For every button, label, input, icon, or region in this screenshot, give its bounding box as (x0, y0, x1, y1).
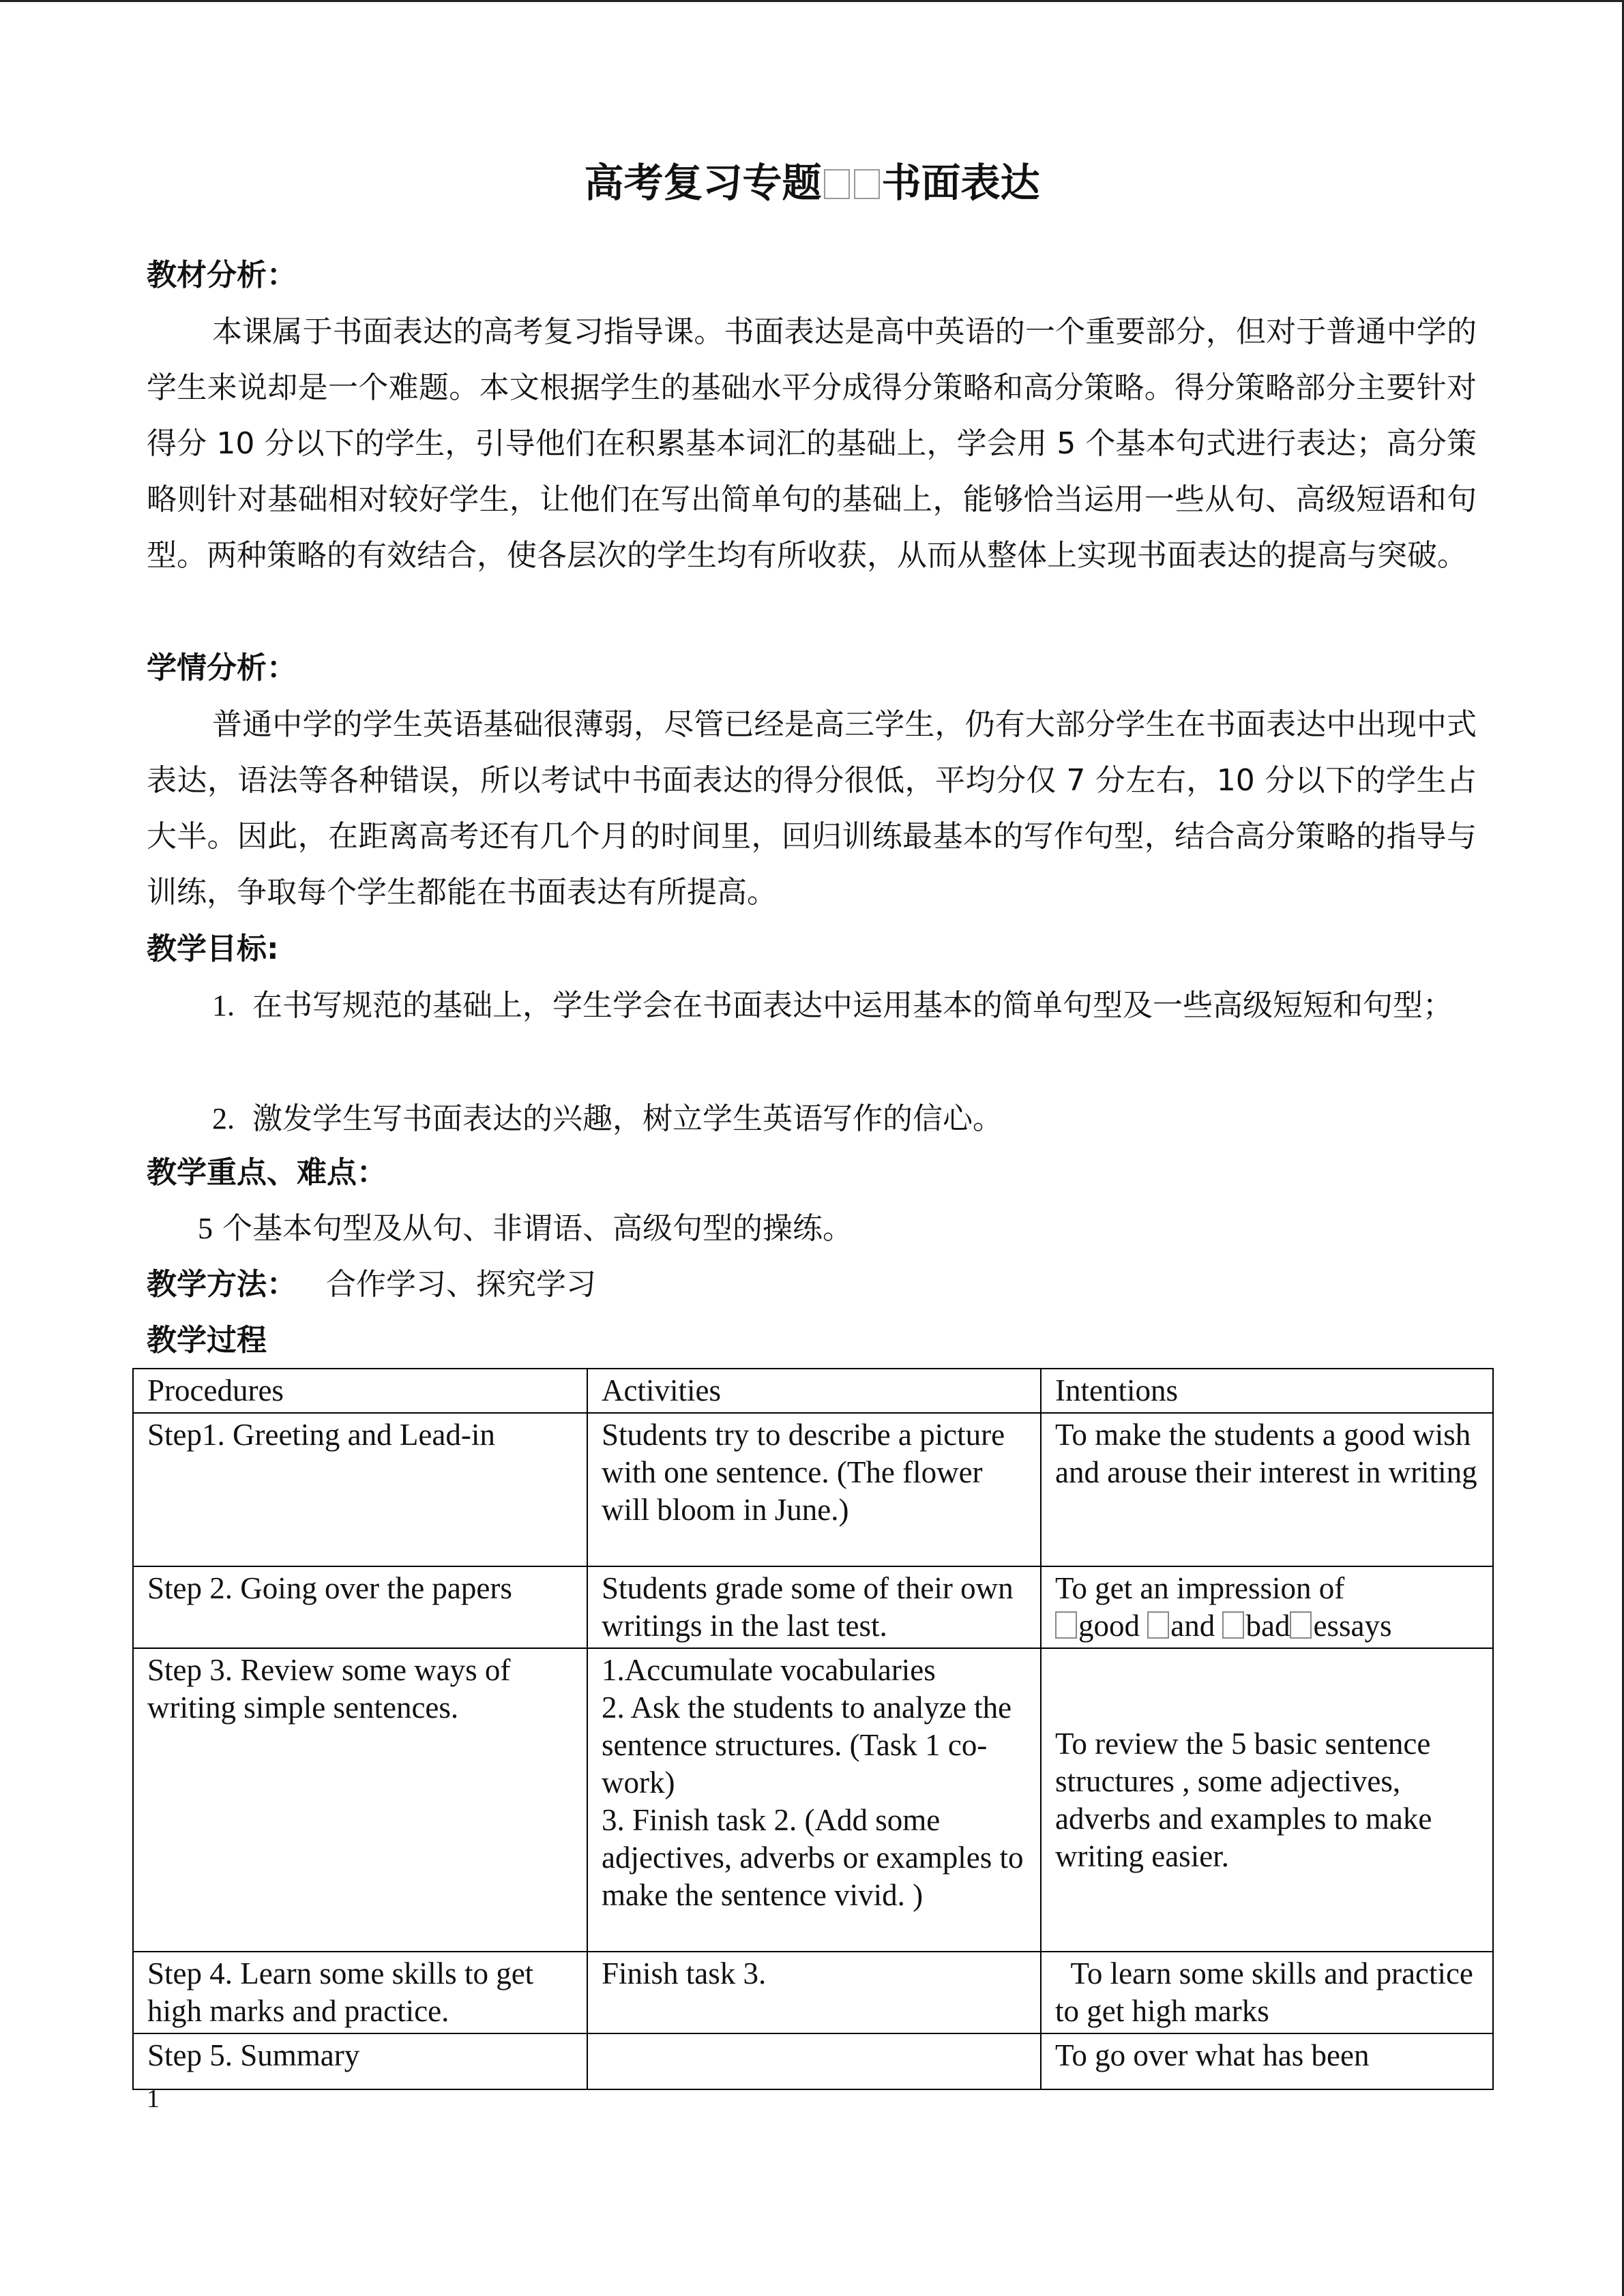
intention-cell: To go over what has been (1041, 2033, 1493, 2089)
missing-glyph-box (824, 169, 850, 199)
intention-cell: To review the 5 basic sentence structures , some adjectives, adverbs and examples to make writing easier. (1041, 1648, 1493, 1952)
focus-text (198, 1208, 853, 1249)
intention-line (1055, 1607, 1480, 1645)
activity-cell (587, 1648, 1041, 1952)
goal-number: 1. (212, 989, 235, 1022)
procedure-cell: Step1. Greeting and Lead-in (133, 1413, 587, 1566)
students-heading: 学情分析： (147, 651, 297, 685)
page-border-top (0, 0, 1624, 2)
focus-body: 个基本句型及从句、非谓语、高级句型的操练。 (222, 1211, 853, 1246)
focus-number: 5 (198, 1212, 213, 1245)
table-row (133, 1566, 1493, 1648)
procedure-cell: Step 5. Summary (133, 2033, 587, 2089)
process-heading: 教学过程 (147, 1323, 267, 1358)
page-number: 1 (147, 2085, 160, 2113)
title-right: 书面表达 (881, 160, 1040, 206)
table-row (133, 1952, 1493, 2033)
word-essays: essays (1313, 1609, 1392, 1643)
goal-text: 在书写规范的基础上，学生学会在书面表达中运用基本的简单句型及一些高级短短和句型； (252, 988, 1453, 1023)
page-title (0, 155, 1624, 210)
activity-cell: Students grade some of their own writings in the last test. (587, 1566, 1041, 1648)
goal-item (147, 1091, 1477, 1147)
header-activities: Activities (587, 1369, 1041, 1413)
word-and: and (1170, 1609, 1215, 1643)
intention-cell: To make the students a good wish and arouse their interest in writing (1041, 1413, 1493, 1566)
procedure-cell: Step 4. Learn some skills to get high marks and practice. (133, 1952, 587, 2033)
goals-heading: 教学目标: (147, 931, 279, 966)
method-text: 合作学习、探究学习 (326, 1267, 596, 1302)
material-paragraph: 本课属于书面表达的高考复习指导课。书面表达是高中英语的一个重要部分，但对于普通中学的学生来说却是一个难题。本文根据学生的基础水平分成得分策略和高分策略。得分策略部分主要针对得分 10 分以下的学生，引导他们在积累基本词汇的基础上，学会用 5 个基本句式进行表达；高分策略则针对基础相对较好学生，让他们在写出简单句的基础上，能够恰当运用一些从句、高级短语和句型。两种策略的有效结合，使各层次的学生均有所收获，从而从整体上实现书面表达的提高与突破。 (147, 314, 1477, 573)
procedure-cell: Step 2. Going over the papers (133, 1566, 587, 1648)
goal-number: 2. (212, 1102, 235, 1135)
missing-glyph-box (1222, 1611, 1244, 1639)
table-header-row (133, 1369, 1493, 1413)
word-bad: bad (1245, 1609, 1290, 1643)
intention-cell (1041, 1566, 1493, 1648)
missing-glyph-box (1147, 1611, 1169, 1639)
header-procedures: Procedures (133, 1369, 587, 1413)
intention-cell: To learn some skills and practice to get high marks (1041, 1952, 1493, 2033)
table-row (133, 2033, 1493, 2089)
table-row (133, 1413, 1493, 1566)
activity-line: 1.Accumulate vocabularies (602, 1653, 936, 1687)
activity-line: 3. Finish task 2. (Add some adjectives, adverbs or examples to make the sentence vivid. ) (602, 1803, 1024, 1912)
header-intentions: Intentions (1041, 1369, 1493, 1413)
missing-glyph-box (854, 169, 880, 199)
activity-cell: Finish task 3. (587, 1952, 1041, 2033)
title-left: 高考复习专题 (584, 160, 822, 206)
intention-line: To get an impression of (1055, 1571, 1345, 1605)
activity-cell: Students try to describe a picture with one sentence. (The flower will bloom in June.) (587, 1413, 1041, 1566)
procedure-table (132, 1368, 1494, 2090)
word-good: good (1078, 1609, 1140, 1643)
activity-cell (587, 2033, 1041, 2089)
missing-glyph-box (1055, 1611, 1077, 1639)
missing-glyph-box (1290, 1611, 1312, 1639)
goal-item (147, 978, 1477, 1034)
method-heading: 教学方法： (147, 1267, 297, 1302)
material-heading: 教材分析： (147, 258, 297, 293)
activity-line: 2. Ask the students to analyze the sentence structures. (Task 1 co-work) (602, 1690, 1012, 1800)
focus-heading: 教学重点、难点： (147, 1155, 387, 1190)
procedure-cell: Step 3. Review some ways of writing simple sentences. (133, 1648, 587, 1952)
goal-text: 激发学生写书面表达的兴趣，树立学生英语写作的信心。 (252, 1101, 1003, 1136)
table-row (133, 1648, 1493, 1952)
students-paragraph: 普通中学的学生英语基础很薄弱，尽管已经是高三学生，仍有大部分学生在书面表达中出现中式表达，语法等各种错误，所以考试中书面表达的得分很低，平均分仅 7 分左右，10 分以下的学生占大半。因此，在距离高考还有几个月的时间里，回归训练最基本的写作句型，结合高分策略的指导与训练，争取每个学生都能在书面表达有所提高。 (147, 707, 1477, 910)
